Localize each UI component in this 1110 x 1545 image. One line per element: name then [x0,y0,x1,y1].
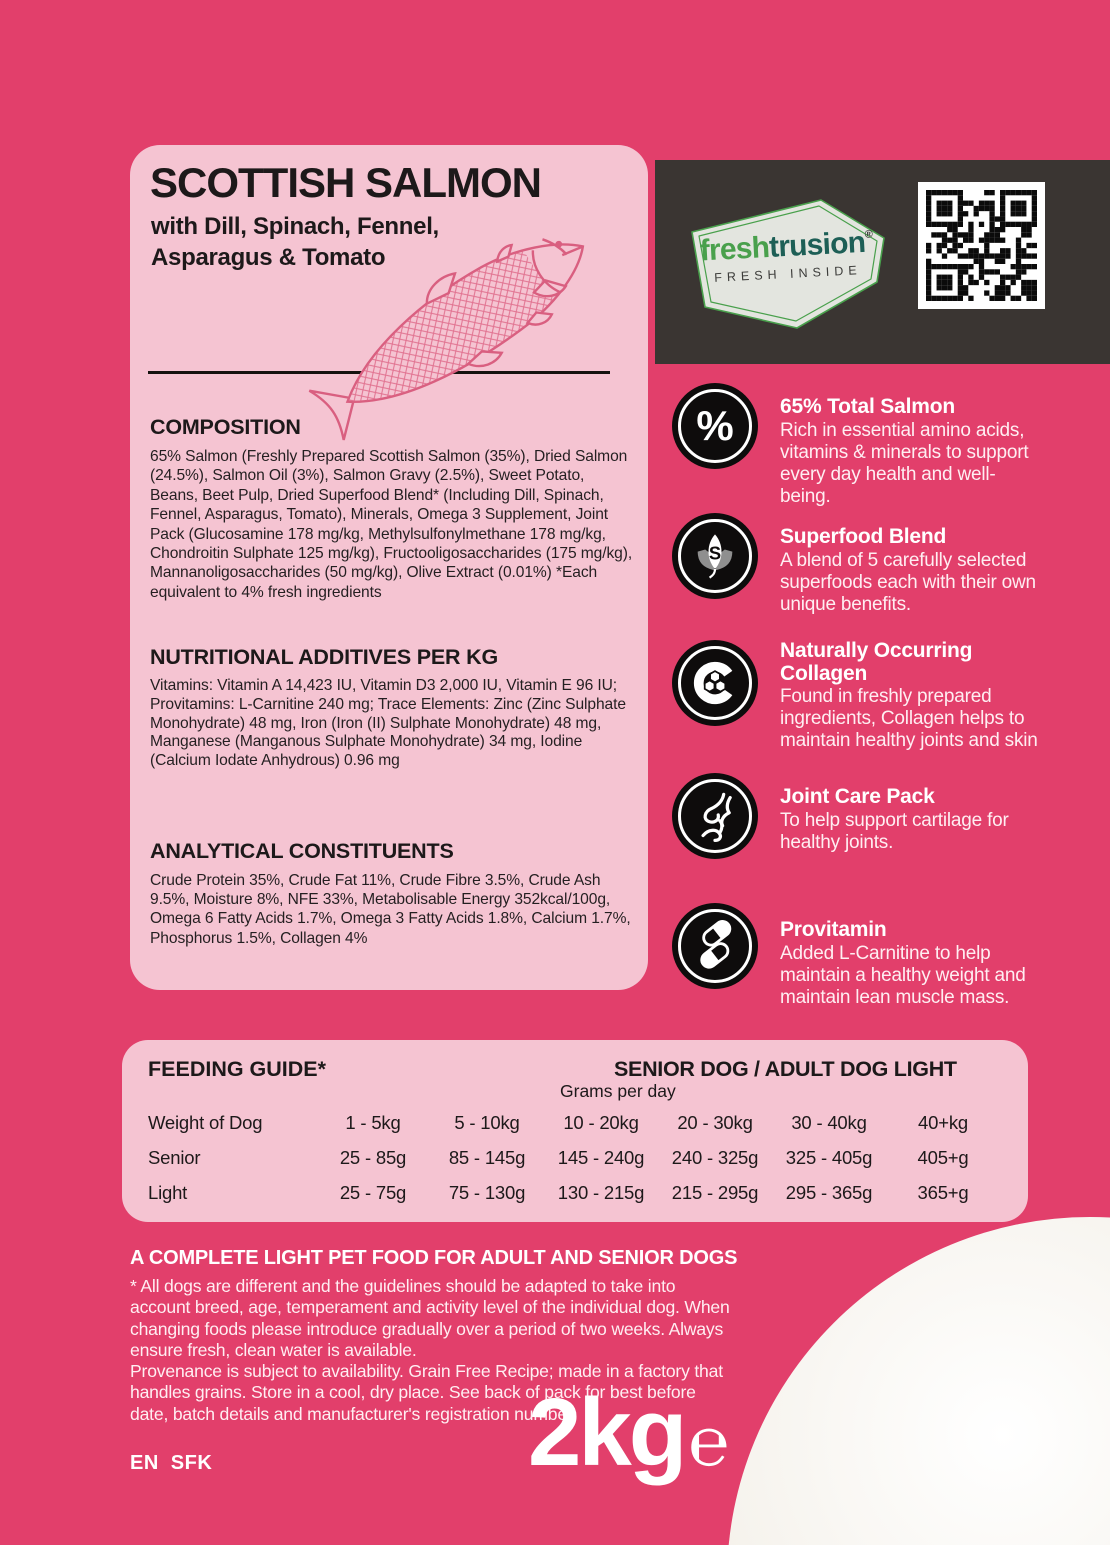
benefit-text [780,640,1044,752]
analytical-section [150,839,634,948]
light-col-6: 365+g [917,1182,969,1203]
feeding-disclaimer: * All dogs are different and the guidelines should be adapted to take into account breed, age, temperament and activity level of the individual dog. When changing foods please introduce gradually over a period of two weeks. Always ensure fresh, clean water is available. [130,1276,730,1361]
benefit-text [780,526,1044,616]
light-col-3: 130 - 215g [557,1182,645,1203]
qr-code-pattern [926,190,1037,301]
provenance-note: Provenance is subject to availability. Grain Free Recipe; made in a factory that handles grains. Store in a cool, dry place. See back of pack for best before date, batch details and manufacturer's registration number. [130,1361,723,1424]
benefit-body: Rich in essential amino acids, vitamins & minerals to support every day health and well-being. [780,419,1029,507]
benefit-body: Found in freshly prepared ingredients, Collagen helps to maintain healthy joints and skin [780,686,1038,751]
row-label-weight: Weight of Dog [148,1112,263,1133]
light-col-4: 215 - 295g [671,1182,759,1203]
weight-col-6: 40+kg [918,1112,968,1133]
dog-food-bowl [727,1217,1110,1545]
benefit-body: To help support cartilage for healthy joints. [780,809,1009,853]
subtitle-line-1: with Dill, Spinach, Fennel, [151,213,439,240]
registered-mark: ® [864,228,874,241]
benefit-collagen [672,640,1044,752]
feeding-guide-card [122,1040,1028,1222]
language-code: EN [130,1452,159,1474]
benefit-text [780,396,1044,508]
language-codes [130,1452,212,1475]
row-label-senior: Senior [148,1147,201,1168]
feeding-guide-table [148,1112,1000,1204]
net-weight-value: 2kg [528,1379,685,1486]
feeding-guide-title: FEEDING GUIDE* [148,1057,326,1081]
benefit-superfood-blend [672,513,1044,616]
benefit-joint-care [672,773,1044,859]
light-col-1: 25 - 75g [339,1182,407,1203]
brand-panel [655,160,1110,364]
icon-ring [678,646,752,720]
icon-ring [678,389,752,463]
recipe-code: SFK [170,1452,213,1474]
light-col-5: 295 - 365g [785,1182,873,1203]
row-label-light: Light [148,1182,188,1203]
icon-ring [678,779,752,853]
estimated-sign: ℮ [688,1404,730,1480]
composition-section [150,415,634,602]
joint-glyph [689,790,741,842]
additives-body: Vitamins: Vitamin A 14,423 IU, Vitamin D3 2,000 IU, Vitamin E 96 IU; Provitamins: L-Carnitine 240 mg; Trace Elements: Zinc (Zinc Sulphate Monohydrate) 48 mg, Iron (Iron (II) Sulphate Monohydrate) 48 mg, Manganese (Manganous Sulphate Monohydrate) 34 mg, Iodine (Calcium Iodate Anhydrous) 0.96 mg [150,677,626,770]
benefit-body: Added L-Carnitine to help maintain a healthy weight and maintain lean muscle mass. [780,942,1026,1008]
benefit-provitamin [672,903,1044,1009]
pills-glyph [689,920,741,972]
senior-col-1: 25 - 85g [339,1147,407,1168]
logo-word-trusion: trusion [768,225,866,264]
logo-tagline: FRESH INSIDE [713,263,862,285]
joint-icon [672,773,758,859]
weight-col-5: 30 - 40kg [791,1112,867,1133]
superfood-leaf-icon [672,513,758,599]
benefit-title: Joint Care Pack [780,785,935,808]
benefit-text [780,919,1044,1009]
composition-body: 65% Salmon (Freshly Prepared Scottish Salmon (35%), Dried Salmon (24.5%), Salmon Oil (3%), Salmon Gravy (2.5%), Sweet Potato, Beans, Beet Pulp, Dried Superfood Blend* (Including Dill, Spinach, Fennel, Asparagus, Tomato), Minerals, Omega 3 Supplement, Joint Pack (Glucosamine 178 mg/kg, Methylsulfonylmethane 178 mg/kg, Chondroitin Sulphate 125 mg/kg), Fructooligosaccharides (175 mg/kg), Mannanoligosaccharides (50 mg/kg), Olive Extract (0.01%) *Each equivalent to 4% fresh ingredients [150,448,633,601]
icon-ring [678,519,752,593]
benefit-total-salmon [672,383,1044,508]
product-title: SCOTTISH SALMON [150,159,541,206]
additives-section [150,645,634,771]
analytical-body: Crude Protein 35%, Crude Fat 11%, Crude Fibre 3.5%, Crude Ash 9.5%, Moisture 8%, NFE 33%, Metabolisable Energy 352kcal/100g, Omega 6 Fatty Acids 1.7%, Omega 3 Fatty Acids 1.8%, Calcium 1.7%, Phosphorus 1.5%, Collagen 4% [150,872,631,947]
feeding-guide-units: Grams per day [560,1081,676,1101]
feeding-guide-variant-title: SENIOR DOG / ADULT DOG LIGHT [614,1057,957,1081]
benefit-body: A blend of 5 carefully selected superfoods each with their own unique benefits. [780,549,1036,615]
senior-col-4: 240 - 325g [671,1147,759,1168]
benefit-title: Superfood Blend [780,525,947,548]
collagen-glyph [689,657,741,709]
subtitle-line-2: Asparagus & Tomato [151,244,386,271]
percent-glyph: % [696,402,734,449]
collagen-icon [672,640,758,726]
weight-col-3: 10 - 20kg [563,1112,639,1133]
additives-heading: NUTRITIONAL ADDITIVES PER KG [150,645,498,669]
percent-icon [672,383,758,469]
analytical-heading: ANALYTICAL CONSTITUENTS [150,839,454,863]
senior-col-6: 405+g [917,1147,969,1168]
pills-icon [672,903,758,989]
senior-col-3: 145 - 240g [557,1147,645,1168]
weight-col-1: 1 - 5kg [345,1112,401,1133]
weight-col-2: 5 - 10kg [454,1112,520,1133]
weight-col-4: 20 - 30kg [677,1112,753,1133]
net-weight [528,1378,729,1488]
freshtrusion-badge [679,190,895,334]
complete-food-statement: A COMPLETE LIGHT PET FOOD FOR ADULT AND SENIOR DOGS [130,1247,738,1269]
benefit-title: Naturally Occurring Collagen [780,639,973,685]
senior-col-2: 85 - 145g [448,1147,526,1168]
qr-code [918,182,1045,309]
salmon-illustration [290,225,650,405]
benefit-text [780,786,1044,859]
icon-ring [678,909,752,983]
light-col-2: 75 - 130g [448,1182,526,1203]
senior-col-5: 325 - 405g [785,1147,873,1168]
benefit-title: Provitamin [780,918,887,941]
benefit-title: 65% Total Salmon [780,395,955,418]
svg-text:S: S [708,542,722,564]
product-info-card [130,145,648,990]
logo-word-fresh: fresh [699,230,771,268]
composition-heading: COMPOSITION [150,415,301,439]
leaf-glyph [689,530,741,582]
